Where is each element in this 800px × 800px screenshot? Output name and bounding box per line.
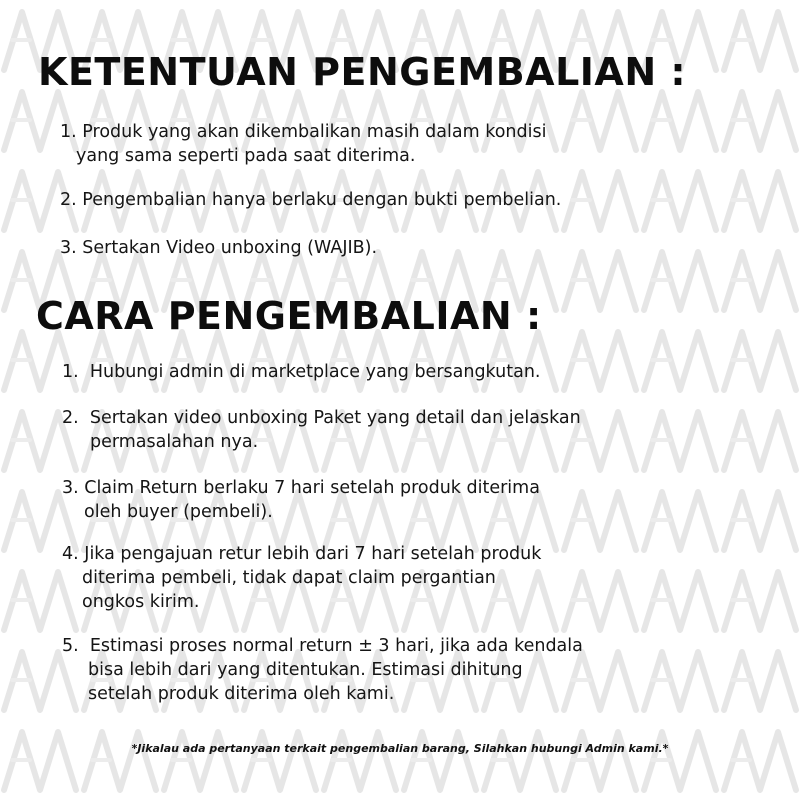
item-text: Estimasi proses normal return ± 3 hari, jika ada kendala [89,636,583,656]
item-text: Sertakan Video unboxing (WAJIB). [82,238,378,258]
item-text: ongkos kirim. [82,592,200,612]
item-text: Produk yang akan dikembalikan masih dalam kondisi [82,122,547,142]
item-text: Jika pengajuan retur lebih dari 7 hari setelah produk [84,544,542,564]
list-item [62,542,541,614]
list-item [62,360,540,384]
item-text: bisa lebih dari yang ditentukan. Estimasi dihitung [88,660,523,680]
return-method-heading: CARA PENGEMBALIAN : [36,294,542,338]
item-text: permasalahan nya. [90,432,259,452]
list-item [60,236,377,260]
list-item [62,634,583,706]
item-text: Hubungi admin di marketplace yang bersangkutan. [89,362,541,382]
item-number: 1. [60,122,77,142]
footnote: *Jikalau ada pertanyaan terkait pengembalian barang, Silahkan hubungi Admin kami.* [131,742,669,755]
item-number: 4. [62,544,79,564]
list-item [60,188,561,212]
list-item [62,476,540,524]
return-terms-heading: KETENTUAN PENGEMBALIAN : [38,50,687,94]
item-text: diterima pembeli, tidak dapat claim pergantian [82,568,496,588]
item-text: setelah produk diterima oleh kami. [88,684,395,704]
item-number: 3. [62,478,79,498]
item-text: oleh buyer (pembeli). [84,502,273,522]
list-item [62,406,581,454]
item-number: 2. [62,408,79,428]
list-item [60,120,546,168]
item-text: yang sama seperti pada saat diterima. [76,146,416,166]
item-number: 2. [60,190,77,210]
item-number: 1. [62,362,79,382]
item-text: Pengembalian hanya berlaku dengan bukti pembelian. [82,190,562,210]
item-text: Claim Return berlaku 7 hari setelah produk diterima [84,478,540,498]
item-number: 3. [60,238,77,258]
item-text: Sertakan video unboxing Paket yang detail dan jelaskan [89,408,581,428]
item-number: 5. [62,636,79,656]
